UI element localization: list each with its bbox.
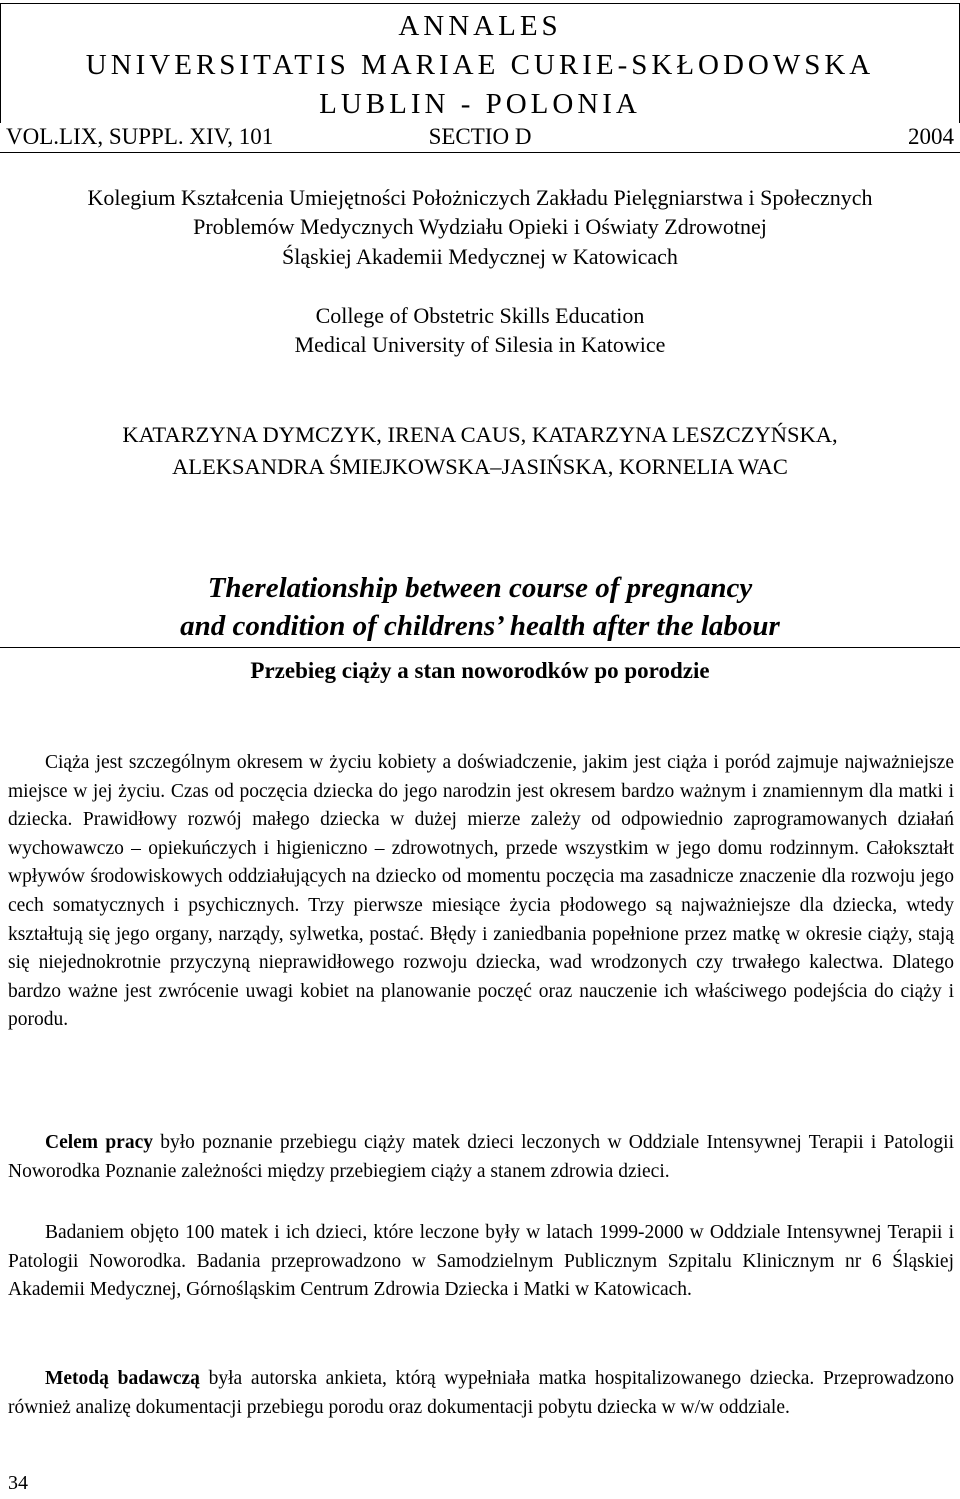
body-paragraph-2 xyxy=(8,1129,954,1186)
journal-title-line-1: ANNALES xyxy=(398,10,562,42)
journal-title-line-3: LUBLIN - POLONIA xyxy=(319,88,641,120)
body-paragraph-1: Ciąża jest szczególnym okresem w życiu kobiety a doświadczenie, jakim jest ciąża i poród zajmuje najważniejsze miejsce w jej życiu. Czas od poczęcia dziecka do jego narodzin jest okresem bardzo ważnym i znamiennym dla matki i dziecka. Prawidłowy rozwój małego dziecka w dużej mierze zależy od odpowiednio zaprogramowanych działań wychowawczo – opiekuńczych i higieniczno – zdrowotnych, przede wszystkim w jego domu rodzinnym. Całokształt wpływów środowiskowych oddziałujących na dziecko od momentu poczęcia ma zasadnicze znaczenie dla rozwoju jego cech somatycznych i psychicznych. Trzy pierwsze miesiące życia płodowego są najważniejsze dla dziecka, wtedy kształtują się jego organy, narządy, sylwetka, postać. Błędy i zaniedbania popełnione przez matkę w okresie ciąży, stają się niejednokrotnie przyczyną nieprawidłowego rozwoju dziecka, wad wrodzonych czy trwałego kalectwa. Dlatego bardzo ważne jest zwrócenie uwagi kobiet na planowanie poczęć oraz nauczenie ich właściwego podejścia do ciąży i porodu. xyxy=(8,752,954,1031)
paragraph-2-text: było poznanie przebiegu ciąży matek dzieci leczonych w Oddziale Intensywnej Terapii i Patologii Noworodka Poznanie zależności między przebiegiem ciąży a stanem zdrowia dzieci. xyxy=(8,1132,954,1182)
article-title-line-1: Therelationship between course of pregnancy xyxy=(207,572,753,604)
affiliation-en-line-2: Medical University of Silesia in Katowice xyxy=(294,332,666,357)
header-frame-top xyxy=(0,3,960,4)
title-rule xyxy=(0,647,960,648)
authors-line-2: ALEKSANDRA ŚMIEJKOWSKA–JASIŃSKA, KORNELIA WAC xyxy=(172,454,788,479)
page-number: 34 xyxy=(8,1472,28,1494)
body-paragraph-4 xyxy=(8,1365,954,1422)
year-label: 2004 xyxy=(908,124,954,149)
article-title-line-2: and condition of childrens’ health after the labour xyxy=(180,610,780,642)
article-title-pl: Przebieg ciąży a stan noworodków po porodzie xyxy=(250,658,710,683)
section-label: SECTIO D xyxy=(428,124,532,149)
paragraph-lead-aim: Celem pracy xyxy=(45,1132,153,1153)
affiliation-pl-line-1: Kolegium Kształcenia Umiejętności Położniczych Zakładu Pielęgniarstwa i Społecznych xyxy=(87,185,873,210)
authors-line-1: KATARZYNA DYMCZYK, IRENA CAUS, KATARZYNA LESZCZYŃSKA, xyxy=(122,422,838,447)
paragraph-4-text: była autorska ankieta, którą wypełniała matka hospitalizowanego dziecka. Przeprowadzono również analizę dokumentacji przebiegu porodu oraz dokumentacji pobytu dziecka w w/w oddziale. xyxy=(8,1368,954,1418)
volume-label: VOL.LIX, SUPPL. XIV, 101 xyxy=(6,124,274,149)
paragraph-lead-method: Metodą badawczą xyxy=(45,1368,200,1389)
affiliation-pl-line-2: Problemów Medycznych Wydziału Opieki i Oświaty Zdrowotnej xyxy=(193,214,767,239)
volume-line xyxy=(0,120,960,153)
body-paragraph-3: Badaniem objęto 100 matek i ich dzieci, które leczone były w latach 1999-2000 w Oddziale Intensywnej Terapii i Patologii Noworodka. Badania przeprowadzono w Samodzielnym Publicznym Szpitalu Klinicznym nr 6 Śląskiej Akademii Medycznej, Górnośląskim Centrum Zdrowia Dziecka i Matki w Katowicach. xyxy=(8,1222,954,1301)
journal-title-line-2: UNIVERSITATIS MARIAE CURIE-SKŁODOWSKA xyxy=(85,49,875,81)
affiliation-en-line-1: College of Obstetric Skills Education xyxy=(315,303,645,328)
affiliation-pl-line-3: Śląskiej Akademii Medycznej w Katowicach xyxy=(282,244,678,269)
